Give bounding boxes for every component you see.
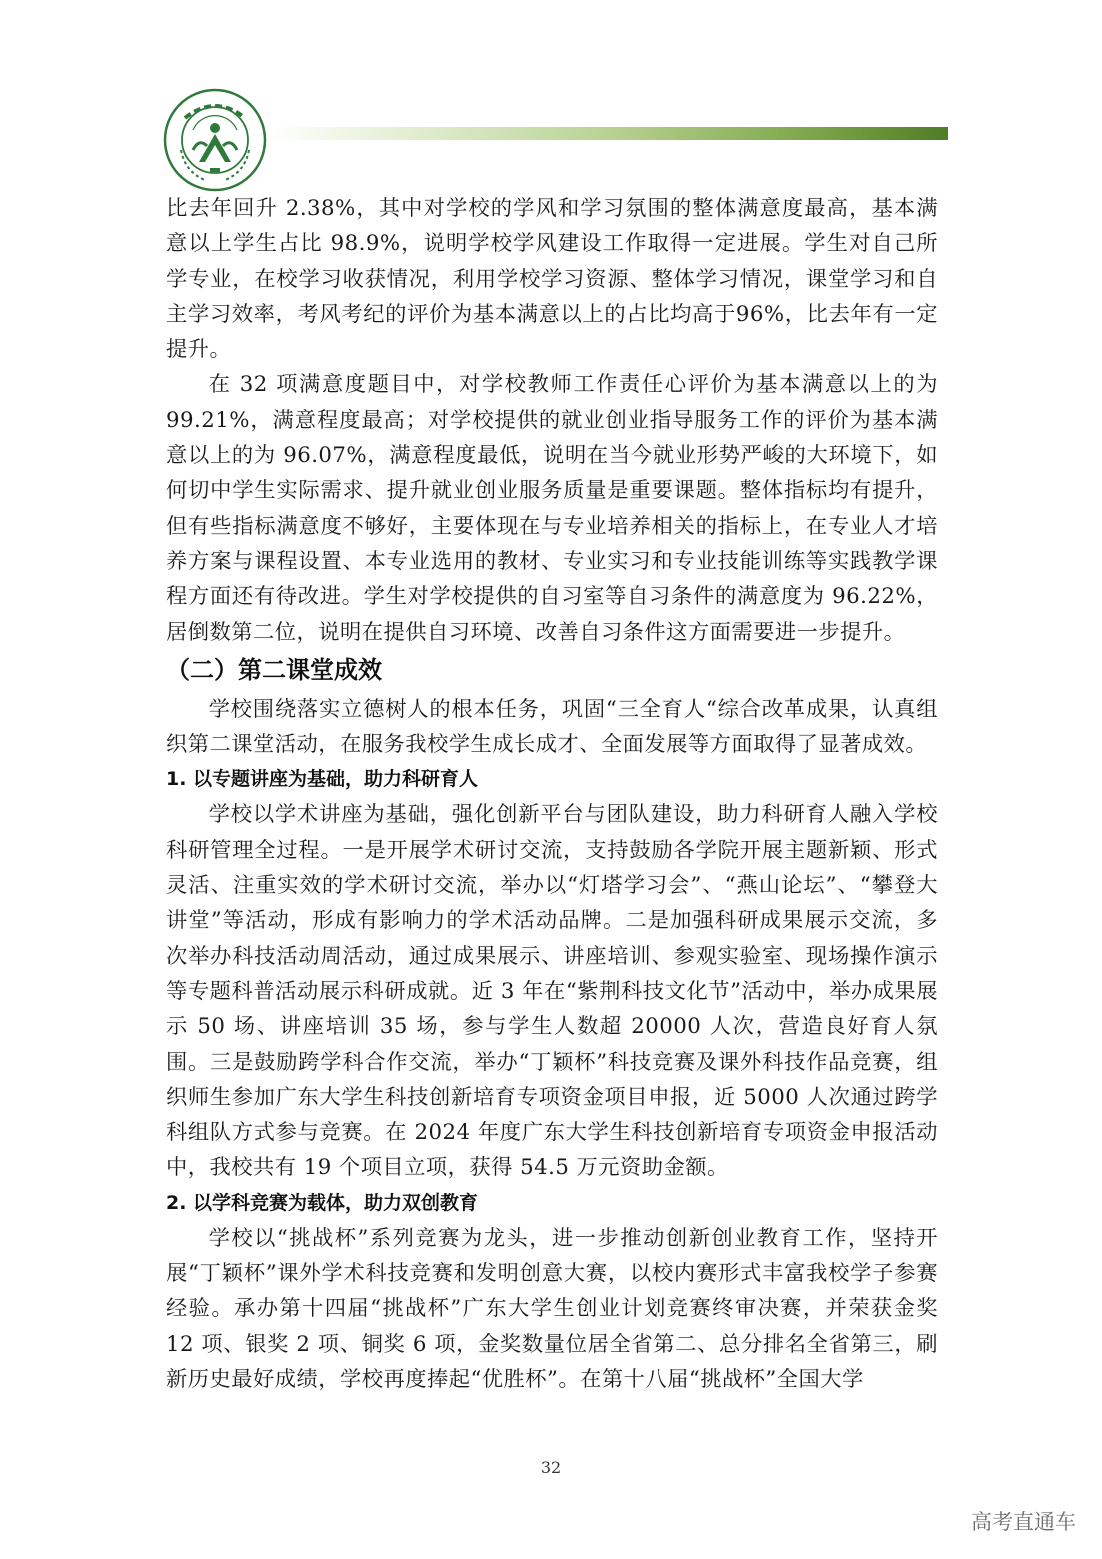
university-seal-icon (163, 88, 267, 192)
subheading-competitions: 2. 以学科竞赛为载体，助力双创教育 (166, 1191, 479, 1214)
university-logo (163, 88, 267, 192)
page-number: 32 (540, 1458, 562, 1477)
document-body (166, 191, 938, 1397)
paragraph-competitions: 学校以“挑战杯”系列竞赛为龙头，进一步推动创新创业教育工作，坚持开展“丁颖杯”课外学术科技竞赛和发明创意大赛，以校内赛形式丰富我校学子参赛经验。承办第十四届“挑战杯”广东大学生创业计划竞赛终审决赛，并荣获金奖 12 项、银奖 2 项、铜奖 6 项，金奖数量位居全省第二、总分排名全省第三，刷新历史最好成绩，学校再度捧起“优胜杯”。在第十八届“挑战杯”全国大学 (166, 1225, 938, 1392)
page-header (0, 0, 1102, 200)
watermark: 高考直通车 (971, 1510, 1076, 1534)
paragraph-satisfaction-summary: 比去年回升 2.38%，其中对学校的学风和学习氛围的整体满意度最高，基本满意以上学生占比 98.9%，说明学校学风建设工作取得一定进展。学生对自己所学专业，在校学习收获情况，利用学校学习资源、整体学习情况，课堂学习和自主学习效率，考风考纪的评价为基本满意以上的占比均高于96%，比去年有一定提升。 (166, 196, 938, 363)
paragraph-satisfaction-detail: 在 32 项满意度题目中，对学校教师工作责任心评价为基本满意以上的为 99.21%，满意程度最高；对学校提供的就业创业指导服务工作的评价为基本满意以上的为 96.07%，满意程度最低，说明在当今就业形势严峻的大环境下，如何切中学生实际需求、提升就业创业服务质量是重要课题。整体指标均有提升，但有些指标满意度不够好，主要体现在与专业培养相关的指标上，在专业人才培养方案与课程设置、本专业选用的教材、专业实习和专业技能训练等实践教学课程方面还有待改进。学生对学校提供的自习室等自习条件的满意度为 96.22%，居倒数第二位，说明在提供自习环境、改善自习条件这方面需要进一步提升。 (166, 372, 938, 645)
paragraph-lectures: 学校以学术讲座为基础，强化创新平台与团队建设，助力科研育人融入学校科研管理全过程。一是开展学术研讨交流，支持鼓励各学院开展主题新颖、形式灵活、注重实效的学术研讨交流，举办以“灯塔学习会”、“燕山论坛”、“攀登大讲堂”等活动，形成有影响力的学术活动品牌。二是加强科研成果展示交流，多次举办科技活动周活动，通过成果展示、讲座培训、参观实验室、现场操作演示等专题科普活动展示科研成就。近 3 年在“紫荆科技文化节”活动中，举办成果展示 50 场、讲座培训 35 场，参与学生人数超 20000 人次，营造良好育人氛围。三是鼓励跨学科合作交流，举办“丁颖杯”科技竞赛及课外科技作品竞赛，组织师生参加广东大学生科技创新培育专项资金项目申报，近 5000 人次通过跨学科组队方式参与竞赛。在 2024 年度广东大学生科技创新培育专项资金申报活动中，我校共有 19 个项目立项，获得 54.5 万元资助金额。 (166, 802, 938, 1181)
section-heading-second-classroom: （二）第二课堂成效 (166, 655, 382, 684)
header-gradient-bar (268, 127, 948, 140)
paragraph-second-classroom-intro: 学校围绕落实立德树人的根本任务，巩固“三全育人“综合改革成果，认真组织第二课堂活动，在服务我校学生成长成才、全面发展等方面取得了显著成效。 (166, 696, 938, 758)
subheading-lectures: 1. 以专题讲座为基础，助力科研育人 (166, 768, 479, 791)
